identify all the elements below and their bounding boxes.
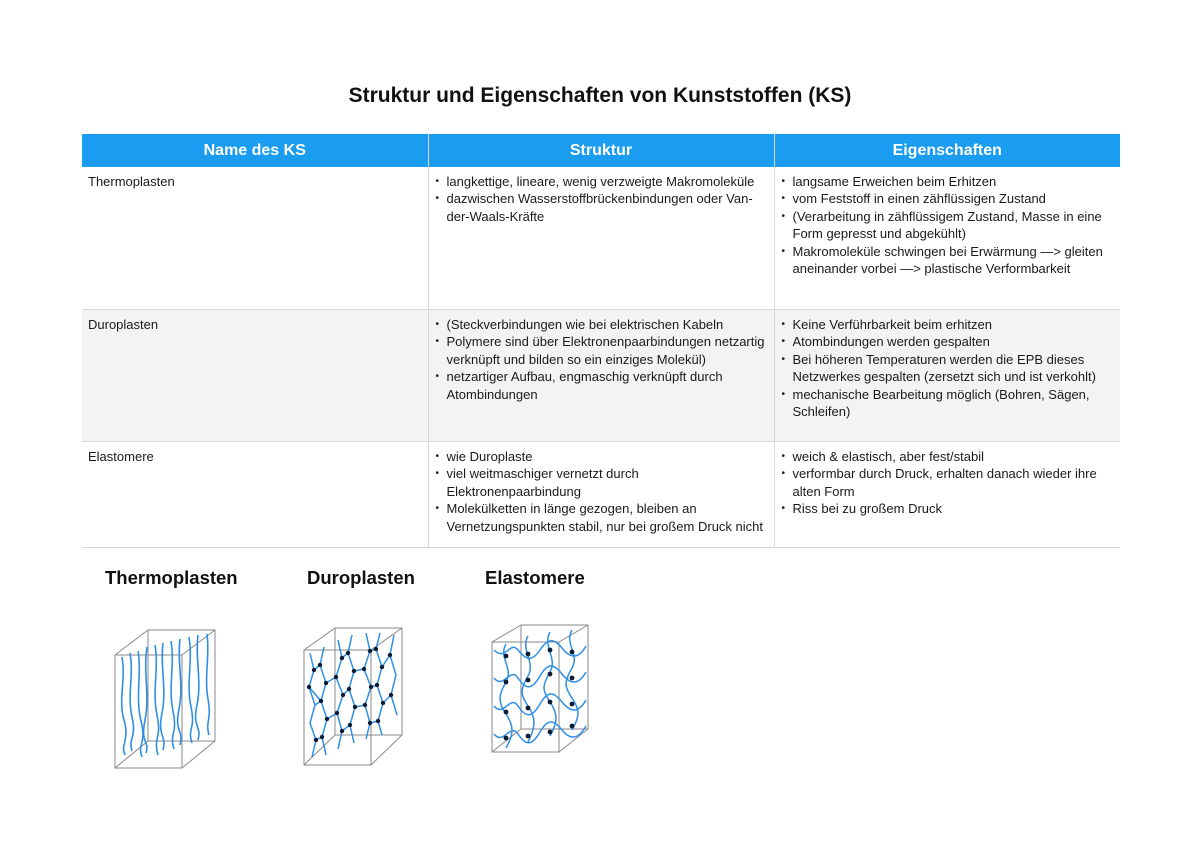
cell-struktur	[428, 310, 774, 442]
crosslink-node	[389, 693, 393, 697]
header-struktur: Struktur	[428, 134, 774, 167]
polymer-chain	[122, 657, 126, 755]
cube-front-face	[492, 642, 559, 752]
crosslink-node	[504, 710, 509, 715]
polymer-chain	[161, 643, 164, 750]
crosslink-node	[381, 701, 385, 705]
crosslink-node	[348, 723, 352, 727]
cell-eigenschaften	[774, 310, 1120, 442]
list-item: • wie Duroplaste	[435, 448, 768, 465]
crosslink-node	[548, 672, 553, 677]
polymer-chain	[196, 635, 199, 740]
cell-struktur	[428, 442, 774, 548]
crosslink-node	[570, 702, 575, 707]
elastomere-structure-diagram	[488, 622, 600, 760]
page-title: Struktur und Eigenschaften von Kunststoffen (KS)	[348, 84, 852, 107]
list-item: • weich & elastisch, aber fest/stabil	[781, 448, 1115, 465]
cube-edges	[304, 628, 402, 765]
list-item: • langsame Erweichen beim Erhitzen	[781, 173, 1115, 190]
list-item: • mechanische Bearbeitung möglich (Bohren, Sägen, Schleifen)	[781, 386, 1115, 421]
crosslink-node	[369, 685, 373, 689]
polymer-chain	[189, 637, 193, 743]
crosslink-node	[570, 724, 575, 729]
crosslink-node	[318, 663, 322, 667]
plastics-table	[82, 134, 1120, 548]
crosslink-node	[526, 652, 531, 657]
polymer-chain	[130, 653, 134, 751]
table-header-row	[82, 134, 1120, 167]
list-item: • (Verarbeitung in zähflüssigem Zustand, Masse in eine Form gepresst und abgekühlt)	[781, 208, 1115, 243]
crosslink-node	[388, 653, 392, 657]
crosslink-node	[346, 651, 350, 655]
duroplasten-structure-diagram	[300, 625, 415, 775]
header-name: Name des KS	[82, 134, 428, 167]
list-item: • Riss bei zu großem Druck	[781, 500, 1115, 517]
polymer-chain	[390, 635, 397, 715]
crosslink-node	[570, 676, 575, 681]
crosslink-node	[353, 705, 357, 709]
crosslink-node	[352, 669, 356, 673]
table-row-thermoplasten	[82, 167, 1120, 310]
crosslink-node	[335, 711, 339, 715]
list-item: • vom Feststoff in einen zähflüssigen Zustand	[781, 190, 1115, 207]
crosslink-node	[347, 687, 351, 691]
cell-name: Duroplasten	[82, 310, 428, 442]
cell-name: Thermoplasten	[82, 167, 428, 310]
crosslink-nodes	[504, 648, 575, 741]
list-item: • Keine Verführbarkeit beim erhitzen	[781, 316, 1115, 333]
thermoplasten-structure-diagram	[110, 625, 225, 775]
crosslink-node	[548, 700, 553, 705]
polymer-chain	[138, 651, 143, 757]
crosslink-node	[368, 721, 372, 725]
crosslink-node	[526, 678, 531, 683]
cell-struktur	[428, 167, 774, 310]
list-item: • Molekülketten in länge gezogen, bleiben an Vernetzungspunkten stabil, nur bei großem Druck nicht	[435, 500, 768, 535]
crosslink-node	[334, 675, 338, 679]
polymer-chain	[207, 634, 210, 735]
crosslink-node	[504, 680, 509, 685]
crosslink-node	[504, 654, 509, 659]
list-item: • (Steckverbindungen wie bei elektrischen Kabeln	[435, 316, 768, 333]
crosslink-node	[363, 703, 367, 707]
crosslink-node	[325, 717, 329, 721]
polymer-chain	[544, 632, 556, 736]
list-item: • viel weitmaschiger vernetzt durch Elektronenpaarbindung	[435, 465, 768, 500]
crosslink-node	[312, 668, 316, 672]
diagram-label-duroplasten: Duroplasten	[307, 567, 415, 588]
list-item: • Bei höheren Temperaturen werden die EPB dieses Netzwerkes gespalten (zersetzt sich und ist verkohlt)	[781, 351, 1115, 386]
polymer-chain	[144, 647, 147, 753]
crosslink-node	[362, 667, 366, 671]
list-item: • langkettige, lineare, wenig verzweigte Makromoleküle	[435, 173, 768, 190]
table-row-duroplasten	[82, 310, 1120, 442]
crosslink-node	[307, 685, 311, 689]
list-item: • verformbar durch Druck, erhalten danach wieder ihre alten Form	[781, 465, 1115, 500]
crosslink-node	[340, 656, 344, 660]
cell-eigenschaften	[774, 167, 1120, 310]
crosslink-node	[320, 735, 324, 739]
linear-chains	[122, 634, 210, 757]
crosslink-node	[368, 649, 372, 653]
crosslink-node	[314, 738, 318, 742]
diagram-label-elastomere: Elastomere	[485, 567, 585, 588]
header-eigenschaften: Eigenschaften	[774, 134, 1120, 167]
wide-network-chains	[494, 630, 586, 748]
crosslink-node	[526, 734, 531, 739]
crosslink-node	[341, 693, 345, 697]
cell-eigenschaften	[774, 442, 1120, 548]
list-item: • Makromoleküle schwingen bei Erwärmung —> gleiten aneinander vorbei —> plastische Verformbarkeit	[781, 243, 1115, 278]
list-item: • Atombindungen werden gespalten	[781, 333, 1115, 350]
list-item: • netzartiger Aufbau, engmaschig verknüpft durch Atombindungen	[435, 368, 768, 403]
cell-name: Elastomere	[82, 442, 428, 548]
crosslink-node	[504, 736, 509, 741]
list-item: • dazwischen Wasserstoffbrückenbindungen oder Van-der-Waals-Kräfte	[435, 190, 768, 225]
crosslink-node	[340, 729, 344, 733]
diagram-label-thermoplasten: Thermoplasten	[105, 567, 238, 588]
polymer-chain	[155, 645, 159, 755]
crosslink-node	[548, 730, 553, 735]
polymer-chain	[171, 641, 175, 749]
crosslink-node	[570, 650, 575, 655]
crosslink-node	[324, 681, 328, 685]
crosslink-node	[548, 648, 553, 653]
crosslink-node	[376, 719, 380, 723]
crosslink-node	[375, 683, 379, 687]
crosslink-node	[319, 699, 323, 703]
table-row-elastomere	[82, 442, 1120, 548]
crosslink-node	[380, 665, 384, 669]
list-item: • Polymere sind über Elektronenpaarbindungen netzartig verknüpft und bilden so ein einziges Molekül)	[435, 333, 768, 368]
crosslink-node	[374, 647, 378, 651]
crosslink-node	[526, 706, 531, 711]
